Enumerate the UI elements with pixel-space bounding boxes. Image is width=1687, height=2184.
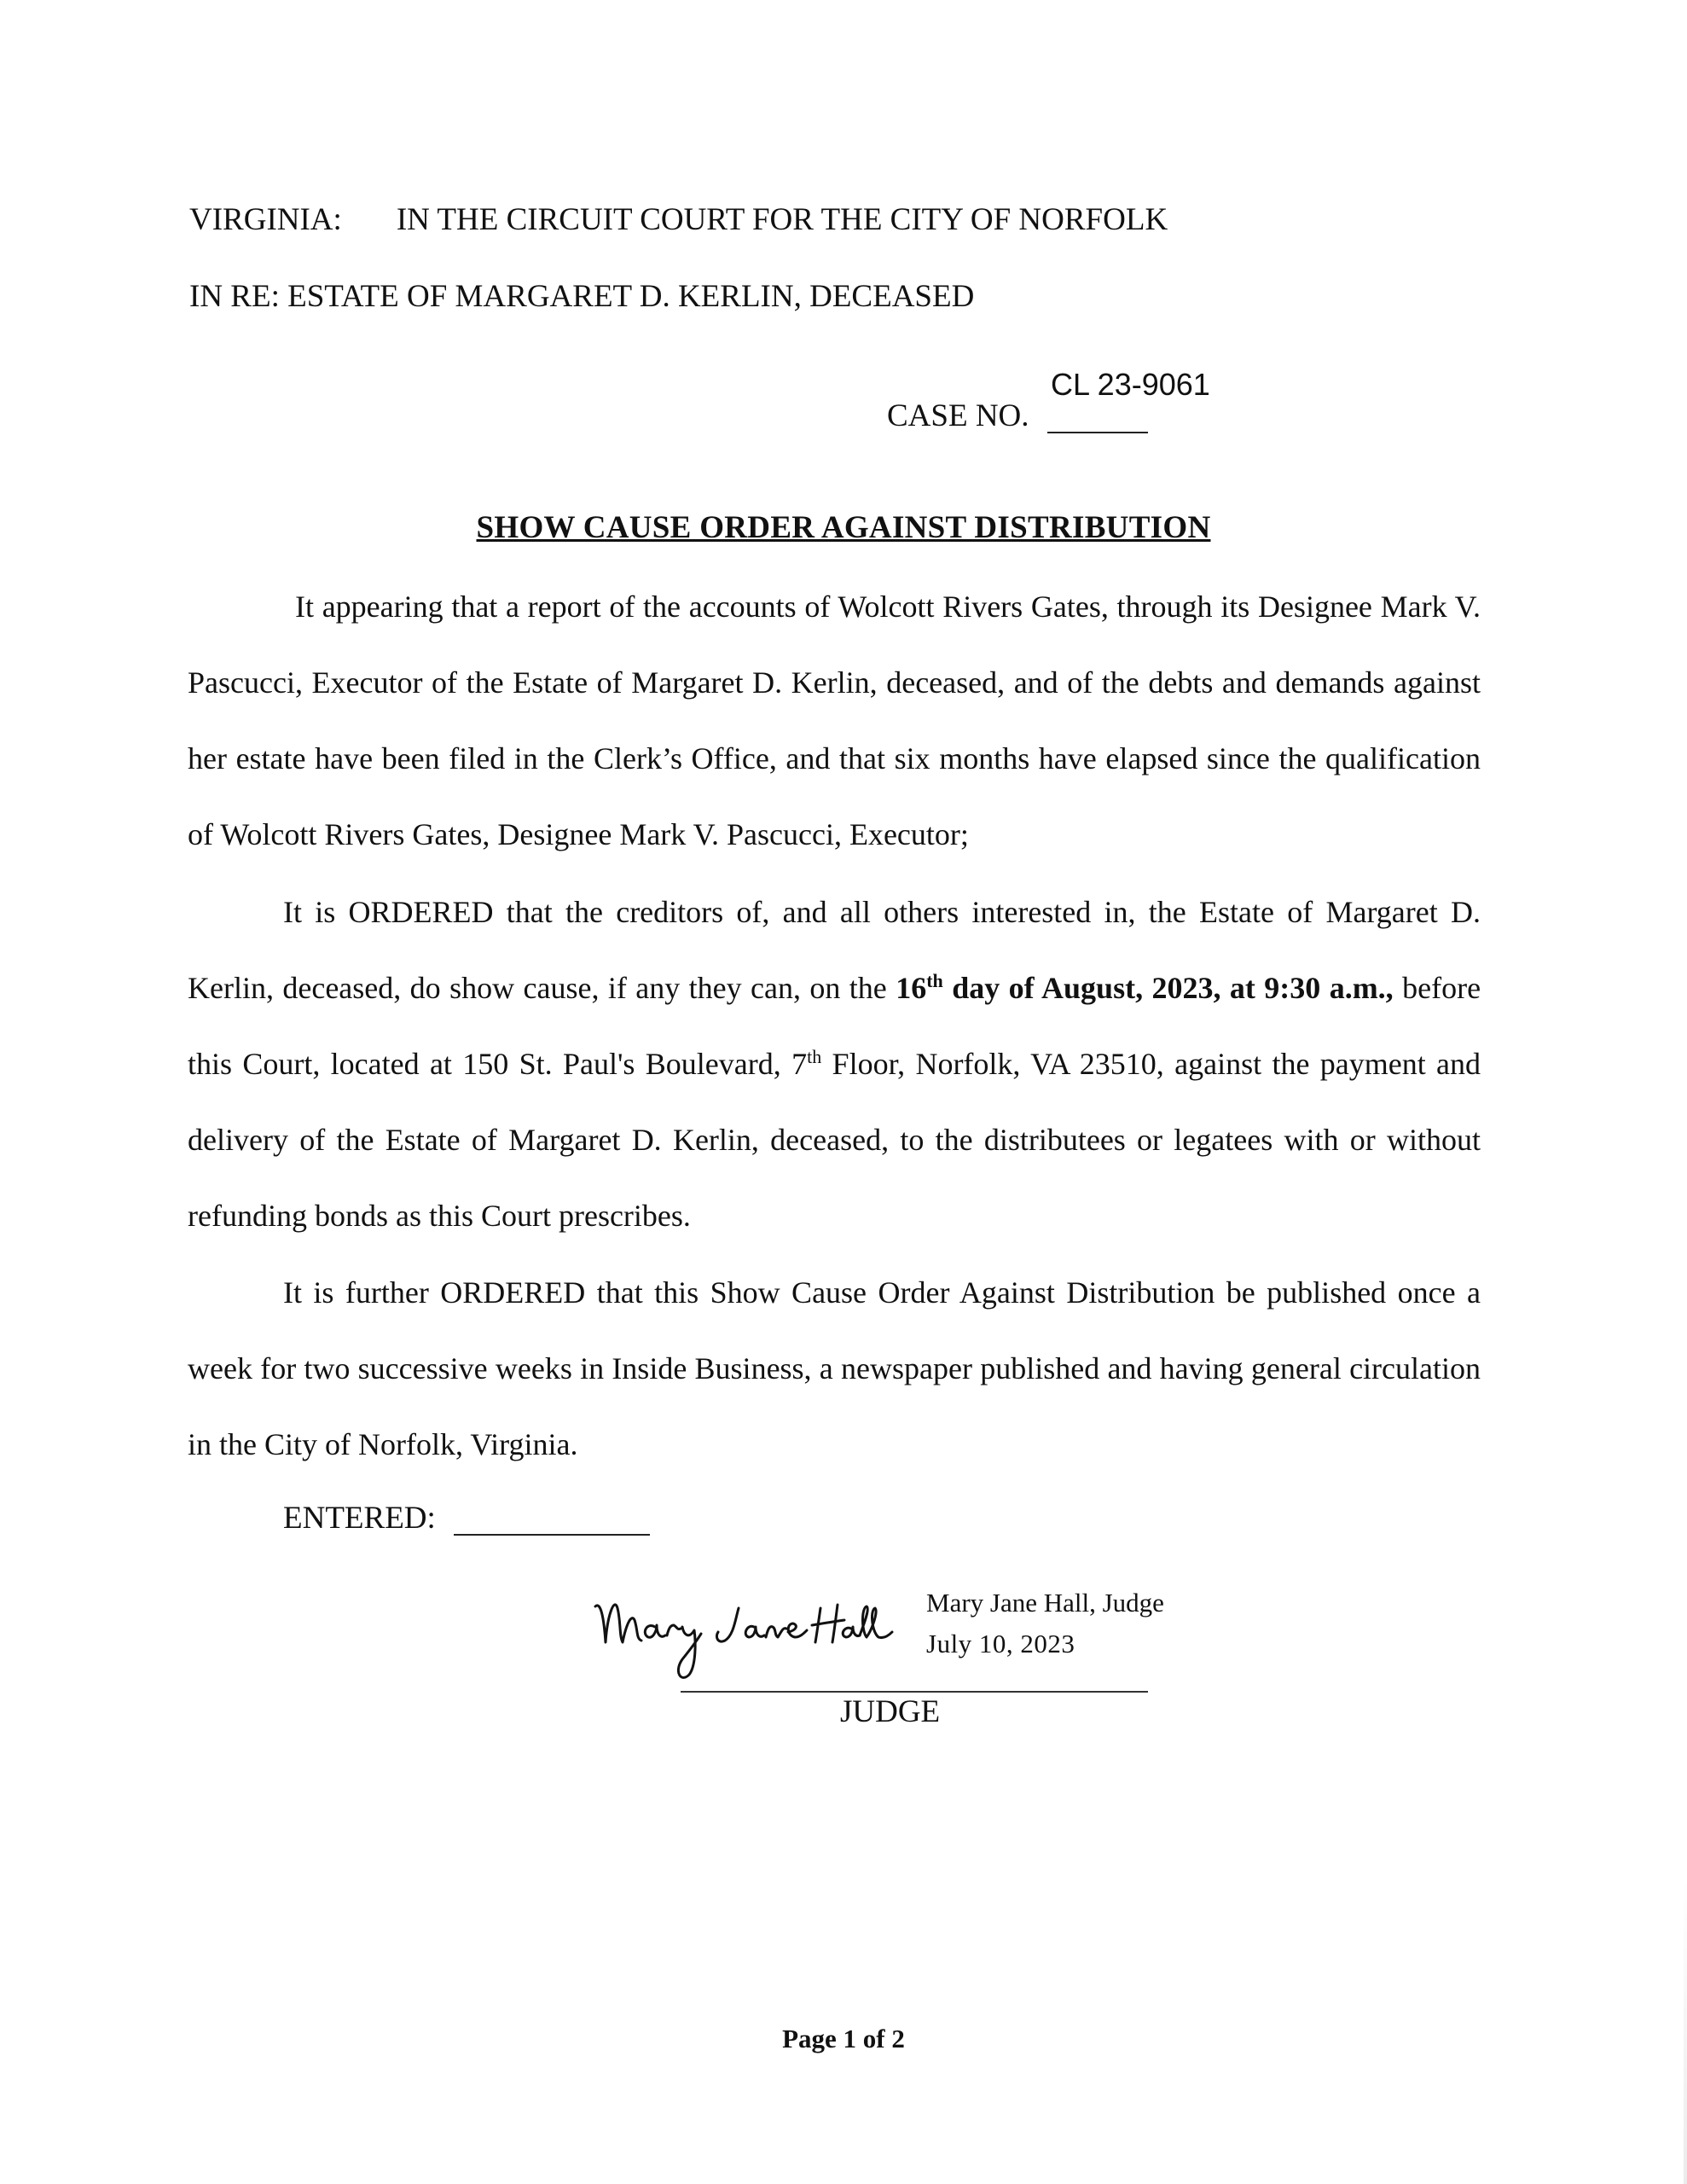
in-re-line: IN RE: ESTATE OF MARGARET D. KERLIN, DECEASED — [189, 279, 975, 314]
scan-edge-shadow — [1684, 1877, 1687, 2184]
paragraph-ordered — [188, 874, 1481, 1254]
court-name: IN THE CIRCUIT COURT FOR THE CITY OF NORFOLK — [396, 202, 1168, 237]
floor-number: 7 — [791, 1047, 808, 1081]
page-number: Page 1 of 2 — [782, 2024, 905, 2053]
case-number-rule — [1047, 432, 1148, 433]
hearing-day: 16 — [896, 971, 927, 1005]
paragraph-appearing: It appearing that a report of the accounts of Wolcott Rivers Gates, through its Designee Mark V. Pascucci, Executor of the Estate of Margaret D. Kerlin, deceased, and of the debts and demands against her estate have been filed in the Clerk’s Office, and that six months have elapsed since the qualification of Wolcott Rivers Gates, Designee Mark V. Pascucci, Executor; — [188, 590, 1481, 851]
hearing-date-time — [896, 971, 1393, 1005]
entered-rule — [454, 1534, 650, 1536]
hearing-day-suffix: th — [926, 970, 943, 991]
judge-label: JUDGE — [840, 1694, 941, 1729]
judge-signature — [588, 1583, 896, 1693]
location-start: before this Court, located at 150 St. Paul's Boulevard, — [188, 971, 1481, 1081]
order-title: SHOW CAUSE ORDER AGAINST DISTRIBUTION — [476, 510, 1211, 545]
hearing-rest: day of August, 2023, at 9:30 a.m., — [952, 971, 1394, 1005]
paragraph-further-ordered: It is further ORDERED that this Show Cause Order Against Distribution be published once a week for two successive weeks in Inside Business, a newspaper published and having general circulation in the City of Norfolk, Virginia. — [188, 1275, 1481, 1461]
entered-label: ENTERED: — [283, 1501, 436, 1536]
court-header — [189, 201, 1168, 239]
ordered-text-start: It is ORDERED that the creditors of, and all others interested in, the Estate of Margaret D. Kerlin, deceased, do show cause, if any they can, on the — [188, 895, 1481, 1005]
judge-name-stamp: Mary Jane Hall, Judge — [926, 1588, 1164, 1618]
case-number-label: CASE NO. — [887, 398, 1029, 433]
ordered-text-end: Floor, Norfolk, VA 23510, against the payment and delivery of the Estate of Margaret D. Kerlin, deceased, to the distributees or legatees with or without refunding bonds as this Court prescribes. — [188, 1047, 1481, 1233]
order-date: July 10, 2023 — [926, 1629, 1075, 1658]
signature-rule — [681, 1691, 1148, 1693]
entered-block — [283, 1500, 436, 1537]
jurisdiction: VIRGINIA: — [189, 202, 342, 237]
floor-suffix: th — [807, 1046, 822, 1067]
case-number-value: CL 23-9061 — [1051, 367, 1210, 402]
